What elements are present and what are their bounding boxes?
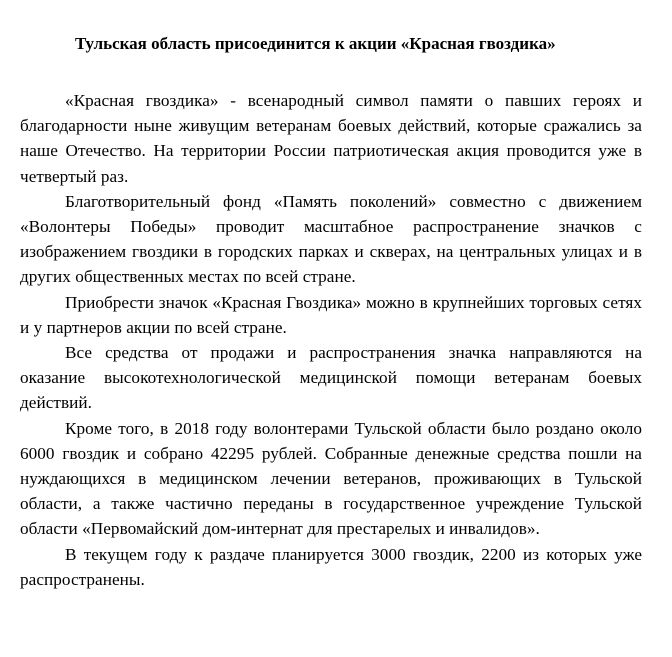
document-page xyxy=(20,32,642,592)
paragraph-1: «Красная гвоздика» - всенародный символ памяти о павших героях и благодарности ныне живущим ветеранам боевых действий, которые сражались за наше Отечество. На территории России патриотическая акция проводится уже в четвертый раз. xyxy=(20,91,642,186)
paragraph-6: В текущем году к раздаче планируется 3000 гвоздик, 2200 из которых уже распространены. xyxy=(20,544,642,589)
paragraph-4: Все средства от продажи и распространения значка направляются на оказание высокотехнологической медицинской помощи ветеранам боевых действий. xyxy=(20,343,642,413)
paragraph-2: Благотворительный фонд «Память поколений» совместно с движением «Волонтеры Победы» проводит масштабное распространение значков с изображением гвоздики в городских парках и скверах, на центральных улицах и в других общественных местах по всей стране. xyxy=(20,191,642,287)
paragraph-5: Кроме того, в 2018 году волонтерами Тульской области было роздано около 6000 гвоздик и собрано 42295 рублей. Собранные денежные средства пошли на нуждающихся в медицинском лечении ветеранов, проживающих в Тульской области, а также частично переданы в государственное учреждение Тульской области «Первомайский дом-интернат для престарелых и инвалидов». xyxy=(20,418,642,539)
document-title: Тульская область присоединится к акции «Красная гвоздика» xyxy=(75,34,556,53)
paragraph-3: Приобрести значок «Красная Гвоздика» можно в крупнейших торговых сетях и у партнеров акции по всей стране. xyxy=(20,292,642,337)
